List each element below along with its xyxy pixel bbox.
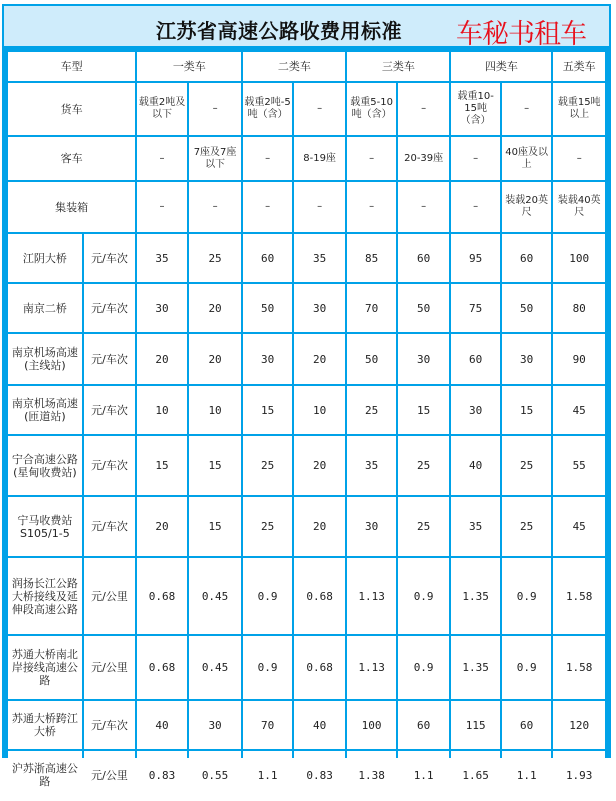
fee-value: 1.35 xyxy=(451,636,500,699)
table-row xyxy=(8,284,605,332)
fee-unit: 元/车次 xyxy=(84,386,136,434)
fee-value: 35 xyxy=(137,234,187,282)
fee-table-sheet xyxy=(2,4,611,788)
category-cell: 装载20英尺 xyxy=(502,182,552,232)
road-name: 苏通大桥跨江大桥 xyxy=(8,701,82,749)
fee-unit: 元/公里 xyxy=(84,636,136,699)
category-cell: 8-19座 xyxy=(294,137,346,180)
fee-value: 20 xyxy=(189,334,242,384)
header-class-3: 三类车 xyxy=(347,52,449,81)
fee-value: 100 xyxy=(553,234,605,282)
fee-value: 15 xyxy=(243,386,292,434)
fee-unit: 元/车次 xyxy=(84,234,136,282)
fee-unit: 元/公里 xyxy=(84,751,136,799)
fee-value: 15 xyxy=(137,436,187,495)
fee-value: 95 xyxy=(451,234,500,282)
category-cell: 7座及7座以下 xyxy=(189,137,242,180)
fee-value: 15 xyxy=(502,386,552,434)
fee-value: 60 xyxy=(398,701,450,749)
fee-value: 60 xyxy=(243,234,292,282)
category-cell: – xyxy=(451,182,500,232)
fee-value: 20 xyxy=(294,334,346,384)
category-cell: 20-39座 xyxy=(398,137,450,180)
fee-value: 10 xyxy=(137,386,187,434)
fee-value: 1.93 xyxy=(553,751,605,799)
category-row xyxy=(8,137,605,180)
category-cell: 载重15吨以上 xyxy=(553,83,605,135)
category-cell: – xyxy=(502,83,552,135)
fee-unit: 元/车次 xyxy=(84,284,136,332)
fee-value: 1.1 xyxy=(398,751,450,799)
fee-value: 70 xyxy=(347,284,396,332)
road-name: 南京机场高速(匝道站) xyxy=(8,386,82,434)
fee-value: 35 xyxy=(451,497,500,556)
fee-value: 40 xyxy=(137,701,187,749)
fee-value: 25 xyxy=(243,497,292,556)
fee-value: 90 xyxy=(553,334,605,384)
fee-value: 1.38 xyxy=(347,751,396,799)
fee-unit: 元/车次 xyxy=(84,436,136,495)
road-name: 南京机场高速(主线站) xyxy=(8,334,82,384)
fee-value: 45 xyxy=(553,386,605,434)
fee-value: 30 xyxy=(294,284,346,332)
fee-value: 25 xyxy=(398,497,450,556)
fee-value: 70 xyxy=(243,701,292,749)
category-cell: 载重2吨-5吨（含） xyxy=(243,83,292,135)
table-row xyxy=(8,234,605,282)
fee-value: 20 xyxy=(189,284,242,332)
title-bar xyxy=(2,4,611,48)
road-name: 南京二桥 xyxy=(8,284,82,332)
category-label: 集装箱 xyxy=(8,182,135,232)
fee-value: 1.13 xyxy=(347,558,396,634)
header-class-4: 四类车 xyxy=(451,52,551,81)
category-cell: – xyxy=(398,182,450,232)
fee-value: 1.1 xyxy=(502,751,552,799)
fee-value: 50 xyxy=(347,334,396,384)
category-cell: – xyxy=(137,137,187,180)
category-cell: – xyxy=(398,83,450,135)
fee-value: 30 xyxy=(451,386,500,434)
toll-fee-table xyxy=(6,50,607,801)
fee-value: 0.9 xyxy=(243,636,292,699)
fee-unit: 元/车次 xyxy=(84,497,136,556)
category-cell: – xyxy=(553,137,605,180)
header-row xyxy=(8,52,605,81)
fee-value: 25 xyxy=(398,436,450,495)
fee-value: 30 xyxy=(398,334,450,384)
category-cell: 40座及以上 xyxy=(502,137,552,180)
table-row xyxy=(8,701,605,749)
road-name: 宁马收费站S105/1-5 xyxy=(8,497,82,556)
fee-value: 0.45 xyxy=(189,636,242,699)
fee-value: 40 xyxy=(451,436,500,495)
header-class-2: 二类车 xyxy=(243,52,345,81)
fee-value: 30 xyxy=(347,497,396,556)
table-row xyxy=(8,636,605,699)
table-row xyxy=(8,334,605,384)
category-cell: – xyxy=(189,83,242,135)
category-cell: – xyxy=(294,182,346,232)
category-cell: – xyxy=(243,182,292,232)
road-name: 苏通大桥南北岸接线高速公路 xyxy=(8,636,82,699)
road-name: 江阴大桥 xyxy=(8,234,82,282)
fee-value: 0.9 xyxy=(502,558,552,634)
fee-value: 30 xyxy=(243,334,292,384)
fee-value: 60 xyxy=(451,334,500,384)
fee-value: 20 xyxy=(294,497,346,556)
fee-value: 0.9 xyxy=(502,636,552,699)
category-cell: – xyxy=(243,137,292,180)
fee-value: 20 xyxy=(137,497,187,556)
fee-value: 0.55 xyxy=(189,751,242,799)
fee-value: 55 xyxy=(553,436,605,495)
table-row xyxy=(8,436,605,495)
fee-value: 1.1 xyxy=(243,751,292,799)
category-row xyxy=(8,83,605,135)
fee-value: 1.58 xyxy=(553,636,605,699)
fee-value: 50 xyxy=(243,284,292,332)
fee-value: 60 xyxy=(398,234,450,282)
fee-value: 35 xyxy=(294,234,346,282)
table-row xyxy=(8,558,605,634)
fee-value: 25 xyxy=(243,436,292,495)
fee-value: 0.83 xyxy=(137,751,187,799)
page-title: 江苏省高速公路收费用标准 xyxy=(156,19,402,43)
category-label: 货车 xyxy=(8,83,135,135)
fee-value: 75 xyxy=(451,284,500,332)
fee-value: 0.68 xyxy=(294,636,346,699)
fee-value: 0.68 xyxy=(294,558,346,634)
watermark-logo: 车秘书租车 xyxy=(456,19,586,50)
table-row xyxy=(8,386,605,434)
fee-value: 0.45 xyxy=(189,558,242,634)
fee-value: 40 xyxy=(294,701,346,749)
category-label: 客车 xyxy=(8,137,135,180)
fee-value: 25 xyxy=(502,436,552,495)
fee-value: 10 xyxy=(294,386,346,434)
fee-value: 60 xyxy=(502,234,552,282)
fee-value: 1.13 xyxy=(347,636,396,699)
fee-value: 10 xyxy=(189,386,242,434)
fee-value: 30 xyxy=(137,284,187,332)
category-cell: – xyxy=(347,182,396,232)
fee-value: 20 xyxy=(137,334,187,384)
fee-value: 1.65 xyxy=(451,751,500,799)
fee-value: 20 xyxy=(294,436,346,495)
header-class-5: 五类车 xyxy=(553,52,605,81)
fee-value: 1.35 xyxy=(451,558,500,634)
fee-value: 85 xyxy=(347,234,396,282)
fee-unit: 元/车次 xyxy=(84,334,136,384)
category-cell: – xyxy=(137,182,187,232)
fee-value: 1.58 xyxy=(553,558,605,634)
fee-value: 25 xyxy=(347,386,396,434)
road-name: 沪苏浙高速公路 xyxy=(8,751,82,799)
category-cell: – xyxy=(294,83,346,135)
table-row xyxy=(8,751,605,799)
fee-value: 0.83 xyxy=(294,751,346,799)
fee-value: 60 xyxy=(502,701,552,749)
fee-value: 0.9 xyxy=(243,558,292,634)
category-cell: 载重5-10吨（含） xyxy=(347,83,396,135)
header-vehicle-type: 车型 xyxy=(8,52,135,81)
fee-value: 50 xyxy=(398,284,450,332)
fee-value: 35 xyxy=(347,436,396,495)
fee-value: 30 xyxy=(189,701,242,749)
fee-value: 115 xyxy=(451,701,500,749)
category-cell: – xyxy=(451,137,500,180)
fee-value: 15 xyxy=(189,436,242,495)
fee-value: 0.68 xyxy=(137,558,187,634)
fee-value: 25 xyxy=(502,497,552,556)
category-cell: 装载40英尺 xyxy=(553,182,605,232)
category-cell: – xyxy=(347,137,396,180)
category-cell: 载重10-15吨（含） xyxy=(451,83,500,135)
table-row xyxy=(8,497,605,556)
fee-value: 15 xyxy=(189,497,242,556)
fee-value: 100 xyxy=(347,701,396,749)
fee-value: 50 xyxy=(502,284,552,332)
category-cell: 载重2吨及以下 xyxy=(137,83,187,135)
fee-unit: 元/公里 xyxy=(84,558,136,634)
fee-value: 120 xyxy=(553,701,605,749)
fee-value: 25 xyxy=(189,234,242,282)
fee-unit: 元/车次 xyxy=(84,701,136,749)
category-cell: – xyxy=(189,182,242,232)
fee-value: 0.68 xyxy=(137,636,187,699)
fee-value: 0.9 xyxy=(398,558,450,634)
fee-value: 15 xyxy=(398,386,450,434)
fee-value: 45 xyxy=(553,497,605,556)
fee-value: 0.9 xyxy=(398,636,450,699)
category-row xyxy=(8,182,605,232)
road-name: 宁合高速公路(星甸收费站) xyxy=(8,436,82,495)
header-class-1: 一类车 xyxy=(137,52,241,81)
fee-value: 30 xyxy=(502,334,552,384)
road-name: 润扬长江公路大桥接线及延伸段高速公路 xyxy=(8,558,82,634)
fee-value: 80 xyxy=(553,284,605,332)
